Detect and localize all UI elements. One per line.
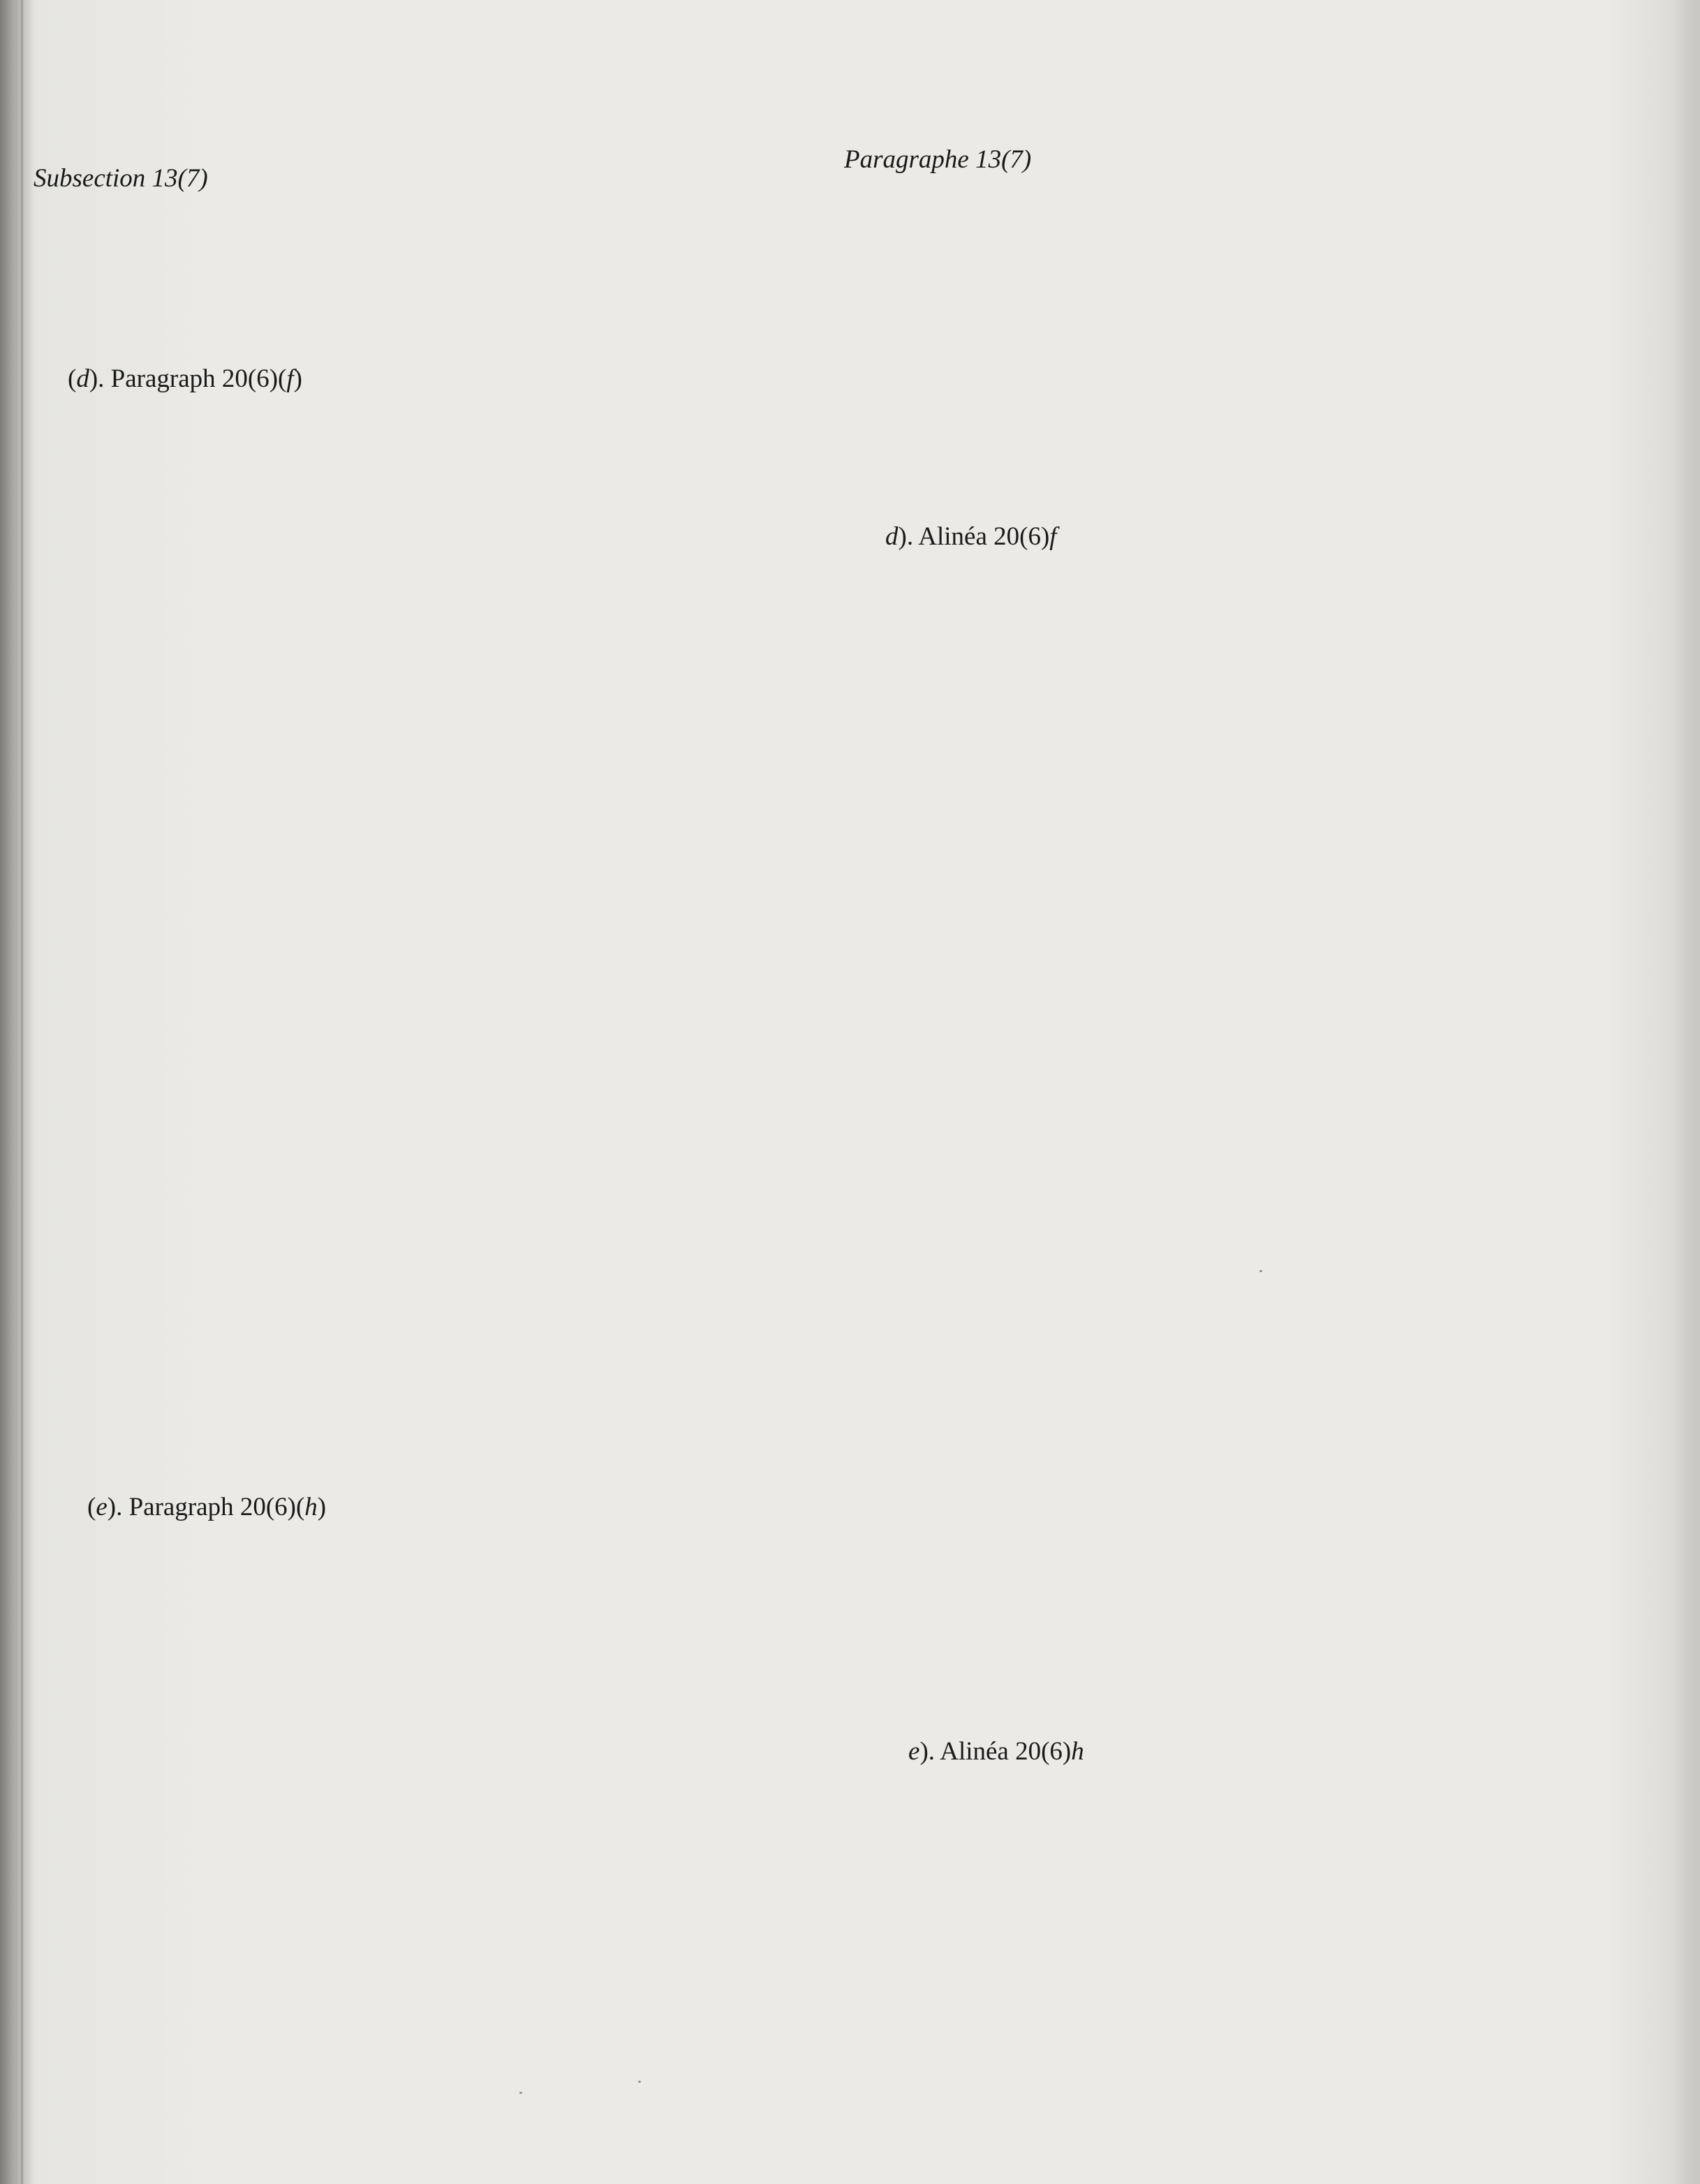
entry-subparagraph: f (286, 364, 294, 393)
entry-text: ). Alinéa 20(6) (919, 1737, 1072, 1766)
binding-shadow (0, 0, 34, 2184)
entry-subparagraph: f (1049, 522, 1057, 551)
entry-close: ) (293, 364, 302, 393)
entry-d-english (68, 366, 302, 392)
entry-d-french (885, 524, 1057, 549)
paragraphe-heading: Paragraphe 13(7) (844, 145, 1032, 174)
entry-letter: d (76, 364, 89, 393)
entry-text: ). Paragraph 20(6)( (89, 364, 287, 393)
entry-close: ) (317, 1493, 327, 1521)
page-right-edge (1672, 0, 1700, 2184)
entry-letter: e (908, 1737, 920, 1766)
entry-text: ). Paragraph 20(6)( (107, 1493, 305, 1521)
dust-speck (638, 2081, 641, 2083)
entry-e-english (87, 1494, 326, 1520)
entry-prefix: ( (68, 364, 77, 393)
dust-speck (519, 2092, 522, 2094)
entry-text: ). Alinéa 20(6) (898, 522, 1050, 551)
binding-edge-line (21, 0, 23, 2184)
entry-letter: d (885, 522, 899, 551)
entry-e-french (908, 1739, 1084, 1764)
subsection-heading: Subsection 13(7) (34, 164, 208, 193)
entry-subparagraph: h (1071, 1737, 1084, 1766)
dust-speck (1259, 1270, 1262, 1272)
entry-prefix: ( (87, 1493, 96, 1521)
entry-letter: e (96, 1493, 108, 1521)
entry-subparagraph: h (304, 1493, 318, 1521)
